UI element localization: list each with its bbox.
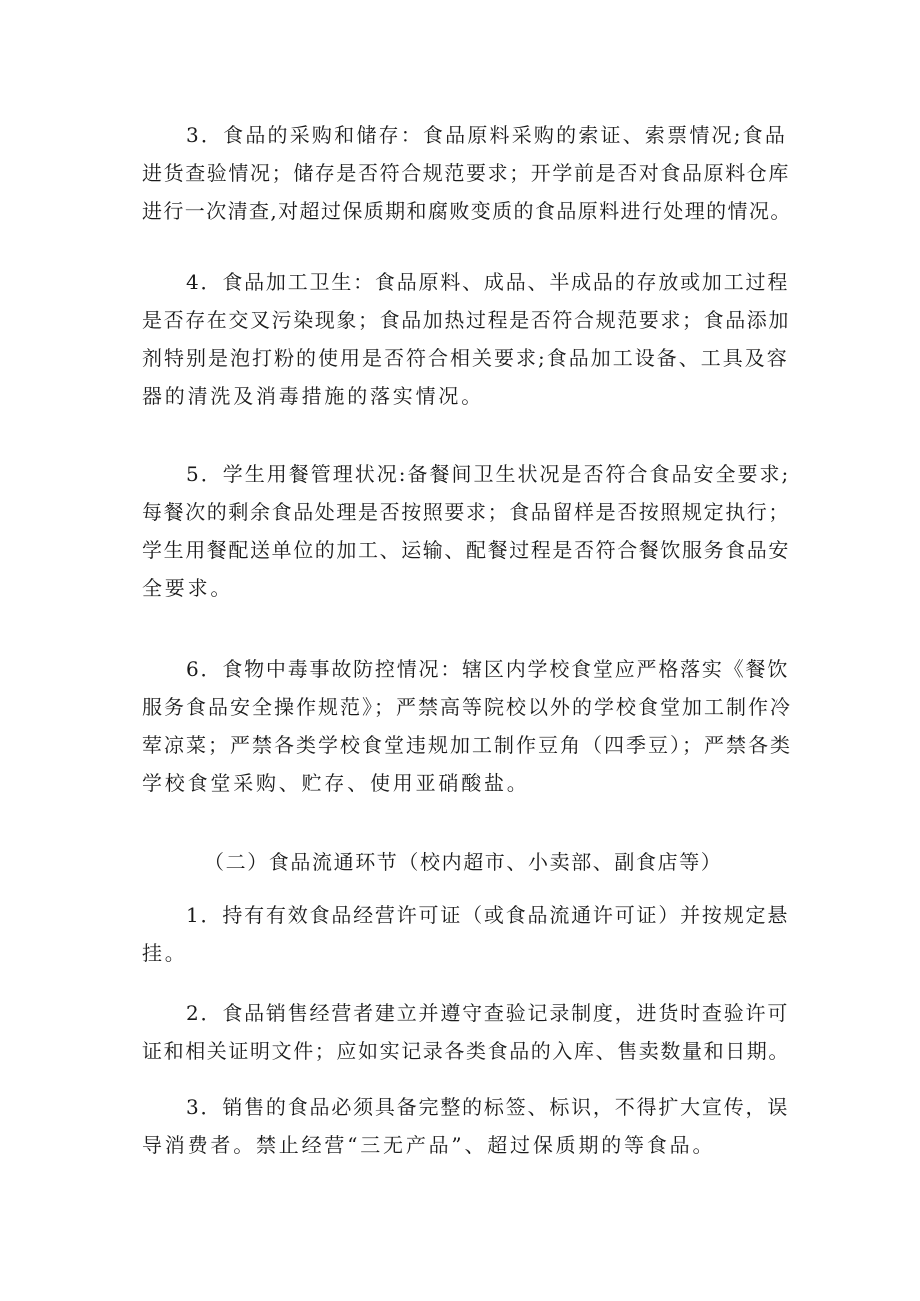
paragraph-procurement-storage	[142, 116, 792, 230]
text-line: 全要求。	[142, 576, 234, 600]
text-line: 服务食品安全操作规范》；严禁高等院校以外的学校食堂加工制作冷	[142, 695, 792, 719]
paragraph-labeling	[142, 1088, 792, 1164]
text-line: 导消费者。禁止经营“三无产品”、超过保质期的等食品。	[142, 1133, 716, 1157]
text-line: 剂特别是泡打粉的使用是否符合相关要求;食品加工设备、工具及容	[142, 346, 789, 370]
text-line: 6．食物中毒事故防控情况：辖区内学校食堂应严格落实《餐饮	[186, 657, 790, 681]
paragraph-license	[142, 896, 792, 972]
text-line: 进货查验情况；储存是否符合规范要求；开学前是否对食品原料仓库	[142, 161, 790, 185]
text-line: 是否存在交叉污染现象；食品加热过程是否符合规范要求；食品添加	[142, 308, 790, 332]
text-line: 学生用餐配送单位的加工、运输、配餐过程是否符合餐饮服务食品安	[142, 538, 790, 562]
paragraph-inspection-records	[142, 994, 792, 1070]
text-line: 荤凉菜；严禁各类学校食堂违规加工制作豆角（四季豆）；严禁各类	[142, 733, 792, 757]
text-line: 挂。	[142, 941, 188, 965]
text-line: 3．食品的采购和储存：食品原料采购的索证、索票情况;食品	[186, 123, 788, 147]
text-line: 3．销售的食品必须具备完整的标签、标识，不得扩大宣传，误	[186, 1095, 790, 1119]
text-line: 2．食品销售经营者建立并遵守查验记录制度，进货时查验许可	[186, 1001, 790, 1025]
text-line: 4．食品加工卫生：食品原料、成品、半成品的存放或加工过程	[186, 270, 790, 294]
text-line: 证和相关证明文件；应如实记录各类食品的入库、售卖数量和日期。	[142, 1039, 790, 1063]
text-line: 1．持有有效食品经营许可证（或食品流通许可证）并按规定悬	[186, 903, 790, 927]
paragraph-food-processing-hygiene	[142, 263, 792, 415]
text-line: 每餐次的剩余食品处理是否按照要求；食品留样是否按照规定执行；	[142, 500, 790, 524]
text-line: 器的清洗及消毒措施的落实情况。	[142, 384, 484, 408]
section-heading: （二）食品流通环节（校内超市、小卖部、副食店等）	[204, 850, 723, 874]
text-line: 学校食堂采购、贮存、使用亚硝酸盐。	[142, 771, 530, 795]
paragraph-student-dining	[142, 455, 792, 607]
paragraph-food-poisoning-prevention	[142, 650, 792, 802]
text-line: 进行一次清查,对超过保质期和腐败变质的食品原料进行处理的情况。	[142, 199, 792, 223]
section-heading-circulation	[142, 843, 792, 881]
text-line: 5．学生用餐管理状况:备餐间卫生状况是否符合食品安全要求;	[186, 462, 791, 486]
